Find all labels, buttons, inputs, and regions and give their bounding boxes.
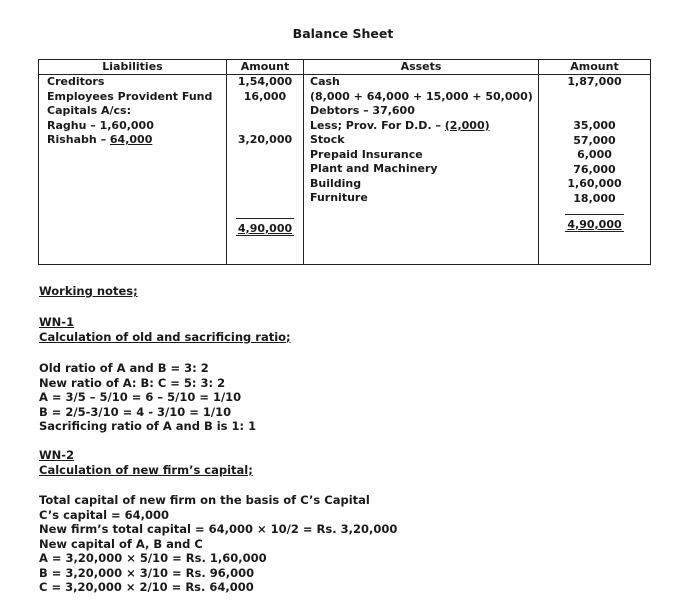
amount-right-column xyxy=(539,60,650,264)
total-left: 4,90,000 xyxy=(227,222,303,235)
plant-label: Plant and Machinery xyxy=(310,162,438,175)
stock-label: Stock xyxy=(310,133,345,146)
assets-column xyxy=(304,60,539,264)
building-amount: 1,60,000 xyxy=(567,177,622,190)
working-notes-heading: Working notes; xyxy=(39,284,138,298)
prepaid-label: Prepaid Insurance xyxy=(310,147,423,161)
liabilities-header: Liabilities xyxy=(39,60,226,75)
assets-list xyxy=(310,75,533,206)
amount-right-header: Amount xyxy=(539,60,650,75)
amount-left-header: Amount xyxy=(227,60,303,75)
wn1-section xyxy=(39,315,291,344)
wn2-line: C’s capital = 64,000 xyxy=(39,507,170,522)
cash-amount: 1,87,000 xyxy=(567,75,622,88)
wn1-line: B = 2/5-3/10 = 4 - 3/10 = 1/10 xyxy=(39,404,232,419)
plant-amount: 76,000 xyxy=(573,162,616,176)
assets-header: Assets xyxy=(304,60,538,75)
stock-amount: 57,000 xyxy=(573,133,616,147)
wn1-line: Sacrificing ratio of A and B is 1: 1 xyxy=(39,419,257,433)
furniture-amount: 18,000 xyxy=(573,191,616,205)
wn2-line: New capital of A, B and C xyxy=(39,536,203,551)
amount-left-column xyxy=(227,60,304,264)
prepaid-amount: 6,000 xyxy=(577,148,612,161)
wn1-line: Old ratio of A and B = 3: 2 xyxy=(39,361,209,375)
wn2-section xyxy=(39,448,253,477)
wn2-title: Calculation of new firm’s capital; xyxy=(39,462,253,477)
liabilities-list xyxy=(47,75,212,148)
total-right: 4,90,000 xyxy=(539,218,650,231)
wn1-line: New ratio of A: B: C = 5: 3: 2 xyxy=(39,375,226,390)
epf-amount: 16,000 xyxy=(243,89,287,103)
wn2-line: B = 3,20,000 × 3/10 = Rs. 96,000 xyxy=(39,565,255,580)
provision-label: Less; Prov. For D.D. – (2,000) xyxy=(310,118,490,132)
creditors-amount: 1,54,000 xyxy=(237,75,293,88)
wn2-label: WN-2 xyxy=(39,448,75,462)
wn1-label: WN-1 xyxy=(39,315,75,329)
amount-right-list xyxy=(539,119,650,206)
wn2-line: A = 3,20,000 × 5/10 = Rs. 1,60,000 xyxy=(39,551,267,565)
wn1-lines xyxy=(39,361,256,434)
balance-sheet-table xyxy=(38,59,651,265)
capitals-amount: 3,20,000 xyxy=(237,133,293,146)
wn2-line: Total capital of new firm on the basis of C’s Capital xyxy=(39,493,370,507)
amount-left-top xyxy=(227,75,303,104)
building-label: Building xyxy=(310,176,362,190)
debtors-label: Debtors – 37,600 xyxy=(310,104,415,117)
debtors-amount: 35,000 xyxy=(573,119,616,132)
raghu-capital: Raghu – 1,60,000 xyxy=(47,118,154,132)
cash-label: Cash xyxy=(310,75,340,88)
wn2-lines xyxy=(39,493,397,595)
wn2-line: C = 3,20,000 × 2/10 = Rs. 64,000 xyxy=(39,580,254,594)
page-title: Balance Sheet xyxy=(292,26,394,41)
epf-label: Employees Provident Fund xyxy=(47,89,213,103)
liabilities-column xyxy=(39,60,227,264)
wn2-line: New firm’s total capital = 64,000 × 10/2 = Rs. 3,20,000 xyxy=(39,522,398,536)
creditors-label: Creditors xyxy=(47,75,105,88)
wn1-line: A = 3/5 – 5/10 = 6 – 5/10 = 1/10 xyxy=(39,390,242,404)
wn1-title: Calculation of old and sacrificing ratio; xyxy=(39,329,291,344)
capitals-label: Capitals A/cs: xyxy=(47,104,131,117)
rishabh-capital: Rishabh – 64,000 xyxy=(47,133,153,146)
cash-detail: (8,000 + 64,000 + 15,000 + 50,000) xyxy=(310,89,533,103)
furniture-label: Furniture xyxy=(310,191,368,204)
